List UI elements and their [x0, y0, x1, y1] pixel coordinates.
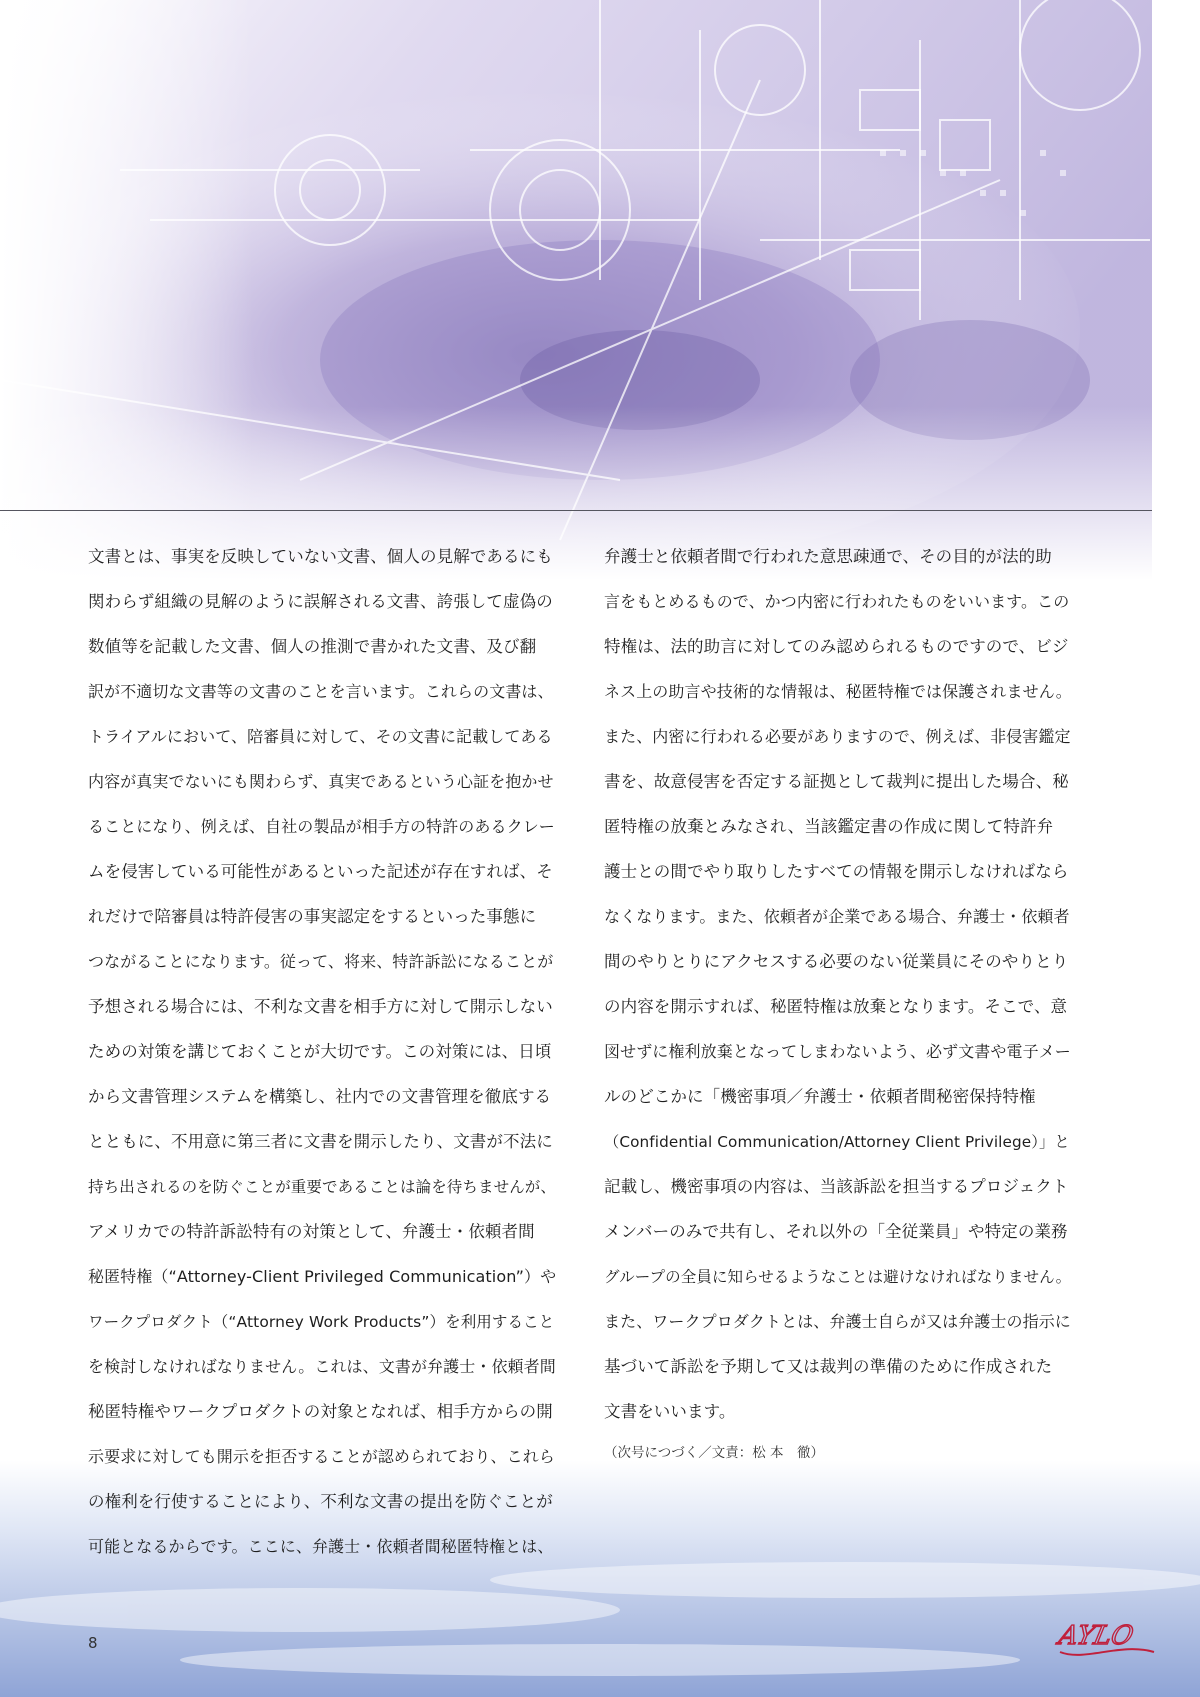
text-line: 持ち出されるのを防ぐことが重要であることは論を待ちませんが、 — [88, 1178, 557, 1196]
text-line: とともに、不用意に第三者に文書を開示したり、文書が不法に — [88, 1132, 553, 1151]
text-line: メンバーのみで共有し、それ以外の「全従業員」や特定の業務 — [604, 1222, 1068, 1241]
header-divider — [0, 510, 1152, 511]
text-line: 特権は、法的助言に対してのみ認められるものですので、ビジ — [604, 637, 1069, 656]
text-line: ることになり、例えば、自社の製品が相手方の特許のあるクレー — [88, 817, 555, 836]
text-line: ための対策を講じておくことが大切です。この対策には、日頃 — [88, 1042, 552, 1061]
text-line: また、ワークプロダクトとは、弁護士自らが又は弁護士の指示に — [604, 1312, 1071, 1331]
text-line: 秘匿特権（“Attorney-Client Privileged Communication”）や — [88, 1267, 557, 1286]
text-line: アメリカでの特許訴訟特有の対策として、弁護士・依頼者間 — [88, 1222, 535, 1241]
text-line: 秘匿特権やワークプロダクトの対象となれば、相手方からの開 — [88, 1402, 553, 1421]
text-line: また、内密に行われる必要がありますので、例えば、非侵害鑑定 — [604, 727, 1071, 746]
body-text-right-column — [604, 540, 1074, 1440]
text-line: 文書をいいます。 — [604, 1402, 736, 1421]
text-line: ムを侵害している可能性があるといった記述が存在すれば、そ — [88, 862, 553, 881]
text-line: 匿特権の放棄とみなされ、当該鑑定書の作成に関して特許弁 — [604, 817, 1054, 836]
text-line: トライアルにおいて、陪審員に対して、その文書に記載してある — [88, 727, 553, 746]
text-line: 予想される場合には、不利な文書を相手方に対して開示しない — [88, 997, 553, 1016]
text-line: つながることになります。従って、将来、特許訴訟になることが — [88, 952, 554, 971]
text-line: ワークプロダクト（“Attorney Work Products”）を利用すること — [88, 1313, 555, 1331]
text-line: 示要求に対しても開示を拒否することが認められており、これら — [88, 1447, 555, 1466]
text-line: 基づいて訴訟を予期して又は裁判の準備のために作成された — [604, 1357, 1053, 1376]
text-line: 内容が真実でないにも関わらず、真実であるという心証を抱かせ — [88, 772, 554, 791]
text-line: 間のやりとりにアクセスする必要のない従業員にそのやりとり — [604, 952, 1069, 971]
text-line: 図せずに権利放棄となってしまわないよう、必ず文書や電子メー — [604, 1042, 1071, 1061]
text-line: ネス上の助言や技術的な情報は、秘匿特権では保護されません。 — [604, 682, 1072, 701]
text-line: 訳が不適切な文書等の文書のことを言います。これらの文書は、 — [88, 682, 554, 701]
text-line: グループの全員に知らせるようなことは避けなければなりません。 — [604, 1268, 1072, 1286]
body-text-left-column — [88, 540, 558, 1575]
text-line: を検討しなければなりません。これは、文書が弁護士・依頼者間 — [88, 1357, 556, 1376]
hero-image — [0, 0, 1152, 580]
attribution-note: （次号につづく／文責：松 本 徹） — [604, 1445, 825, 1461]
text-line: れだけで陪審員は特許侵害の事実認定をするといった事態に — [88, 907, 537, 926]
aylo-logo — [1050, 1614, 1160, 1664]
text-line: 数値等を記載した文書、個人の推測で書かれた文書、及び翻 — [88, 637, 537, 656]
text-line: 護士との間でやり取りしたすべての情報を開示しなければなら — [604, 862, 1069, 881]
text-line: 弁護士と依頼者間で行われた意思疎通で、その目的が法的助 — [604, 547, 1052, 566]
text-line: ルのどこかに「機密事項／弁護士・依頼者間秘密保持特権 — [604, 1087, 1036, 1106]
text-line: の内容を開示すれば、秘匿特権は放棄となります。そこで、意 — [604, 997, 1068, 1016]
page-number: 8 — [88, 1634, 98, 1652]
text-line: 記載し、機密事項の内容は、当該訴訟を担当するプロジェクト — [604, 1177, 1069, 1196]
logo-text: AYLO — [1056, 1621, 1136, 1651]
text-line: 関わらず組織の見解のように誤解される文書、誇張して虚偽の — [88, 592, 553, 611]
text-line: から文書管理システムを構築し、社内での文書管理を徹底する — [88, 1087, 552, 1106]
text-line: なくなります。また、依頼者が企業である場合、弁護士・依頼者 — [604, 907, 1070, 926]
text-line: 書を、故意侵害を否定する証拠として裁判に提出した場合、秘 — [604, 772, 1069, 791]
text-line: 言をもとめるもので、かつ内密に行われたものをいいます。この — [604, 592, 1070, 611]
text-line: の権利を行使することにより、不利な文書の提出を防ぐことが — [88, 1492, 553, 1511]
text-line: 文書とは、事実を反映していない文書、個人の見解であるにも — [88, 547, 553, 566]
text-line: （Confidential Communication/Attorney Client Privilege）」と — [604, 1133, 1070, 1151]
text-line: 可能となるからです。ここに、弁護士・依頼者間秘匿特権とは、 — [88, 1537, 554, 1556]
